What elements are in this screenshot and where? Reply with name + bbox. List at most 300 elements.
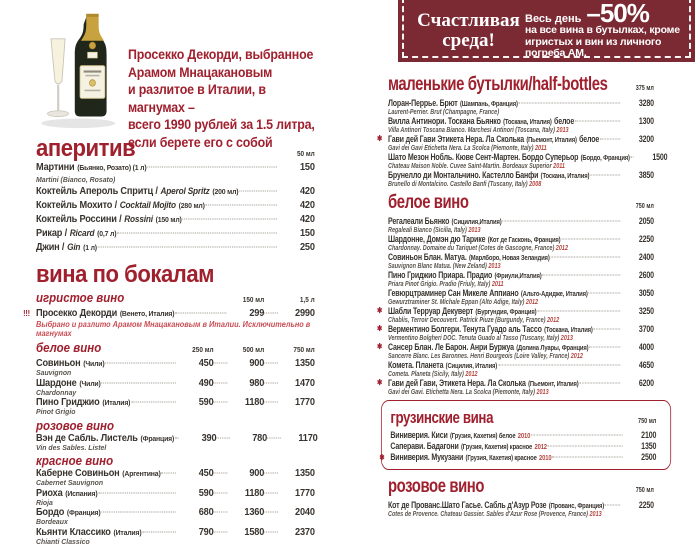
item-detail: (Сицилия, Италия) [445, 361, 498, 370]
item-name: Гави дей Гави, Этикета Нера. Ла Сколька [388, 378, 526, 388]
section-header-aperitif [36, 136, 315, 162]
item-name: Вэн де Сабль. Листель [36, 432, 138, 444]
menu-item [377, 134, 654, 152]
menu-item-line [388, 252, 654, 263]
menu-item-line [36, 358, 315, 369]
size-column-label: 250 мл [192, 347, 214, 354]
banner-title-line2: среда! [442, 30, 495, 51]
item-price: 2370 [295, 526, 315, 538]
item-price: 2040 [295, 507, 315, 518]
size-column-label: 1,5 л [299, 297, 315, 304]
item-price: 2250 [638, 234, 654, 244]
dotted-leader [588, 293, 620, 294]
wines-by-glass-list [23, 291, 318, 546]
item-name: Виниверия. Мукузани [390, 452, 464, 462]
menu-item-line [388, 234, 654, 245]
item-price: 3250 [638, 306, 654, 316]
menu-item [388, 98, 654, 116]
dotted-leader [214, 492, 228, 493]
dotted-leader [183, 219, 277, 220]
item-name: Вилла Антинори. Тоскана Бьянко [388, 116, 501, 126]
item-name: Коктейль Апероль Спритц / [36, 186, 158, 197]
item-price: 420 [299, 214, 315, 225]
item-name: Каберне Совиньон [36, 468, 120, 479]
item-subtitle: Sancerre Blanc. Les Baronnes. Henri Bourgeois (Loire Valley, France) 2012 [388, 353, 583, 360]
item-price: 2100 [641, 430, 657, 440]
menu-item-line [36, 162, 315, 174]
item-detail: (Аргентина) [122, 469, 161, 478]
item-price: 3200 [638, 134, 654, 144]
item-detail: (Долина Луары, Франция) [516, 343, 589, 352]
dotted-leader [175, 437, 179, 438]
item-detail: (Франция) [66, 508, 101, 517]
item-price: 450 [198, 358, 214, 369]
item-price: 1770 [295, 397, 315, 408]
item-name: Верментино Болгери. Тенута Гуадо аль Тассо [388, 324, 542, 334]
item-detail: (Грузия, Кахетия) красное [460, 442, 533, 451]
menu-item [36, 358, 315, 377]
item-name: Кьянти Классико [36, 526, 111, 538]
rose-wine-list [388, 500, 654, 518]
dotted-leader [631, 157, 634, 158]
menu-item-line [36, 241, 315, 254]
subsection-header [36, 291, 315, 308]
item-price: 390 [201, 432, 217, 444]
item-name: Гави дей Гави Этикета Нера. Ла Сколька [388, 134, 524, 144]
menu-item [388, 216, 654, 234]
menu-item-line [388, 360, 654, 371]
promo-text [121, 10, 315, 150]
item-price: 780 [252, 432, 268, 444]
item-subtitle: Regaleali Bianco (Sicilia, Italy) 2013 [388, 227, 481, 234]
item-subtitle: Pinot Grigio [36, 407, 76, 416]
menu-item-line [377, 324, 654, 335]
dotted-leader [264, 531, 278, 532]
item-price: 790 [198, 526, 214, 538]
item-vintage-year: 2013 [468, 227, 481, 234]
item-vintage-year: 2011 [534, 145, 547, 152]
dotted-leader [600, 139, 620, 140]
menu-item-line [36, 527, 315, 538]
menu-item-line [36, 488, 315, 499]
item-name-latin: Cocktail Mojito [119, 200, 176, 210]
item-price: 450 [198, 468, 214, 479]
item-name: Саперави. Бадагони [390, 441, 459, 451]
dotted-leader [206, 205, 277, 206]
item-detail: (Бургундия, Франция) [475, 307, 537, 316]
dotted-leader [142, 531, 175, 532]
item-color-word: белое [579, 134, 600, 144]
menu-item [388, 234, 654, 252]
menu-item-line [36, 397, 315, 408]
menu-item [388, 288, 654, 306]
item-subtitle: Sauvignon [36, 368, 72, 377]
item-subtitle: Cotes de Provence. Chateau Gassier. Sables d'Azur Rose (Provence, France) 2013 [388, 511, 602, 518]
item-price: 1500 [652, 152, 668, 162]
right-column [377, 0, 680, 518]
dotted-leader [131, 402, 176, 403]
item-detail: (Кот де Гасконь, Франция) [487, 235, 561, 244]
aperitif-list [36, 162, 315, 254]
dotted-leader [561, 239, 620, 240]
item-vintage-year: 2012 [534, 442, 547, 451]
menu-item [377, 342, 654, 360]
menu-item [36, 507, 315, 526]
item-price: 1180 [244, 397, 265, 408]
item-price: 1350 [295, 468, 315, 479]
item-price: 680 [198, 507, 214, 518]
item-vintage-year: 2013 [556, 127, 569, 134]
menu-item-line [388, 116, 654, 127]
dotted-leader [498, 365, 620, 366]
size-column-label: 150 мл [242, 297, 265, 304]
discount-value: –50% [586, 0, 649, 29]
item-subtitle: Gavi dei Gavi Etichetta Nera. La Scolca (Piemonte, Italy) 2011 [388, 145, 547, 152]
dotted-leader [214, 402, 228, 403]
item-subtitle: Gewurztraminer St. Michale Eppan (Alto Adige, Italy) 2012 [388, 299, 539, 306]
menu-item [388, 252, 654, 270]
item-name: Риоха [36, 487, 63, 499]
item-vintage-year: 2013 [589, 511, 602, 518]
menu-item-line [36, 199, 315, 212]
item-price: 3280 [638, 98, 654, 108]
section-title: вина по бокалам [36, 261, 215, 288]
promo-text-line: Просекко Декорди, выбранное [128, 47, 314, 62]
item-price: 1580 [244, 526, 265, 538]
item-detail: (Тоскана, Италия) [540, 171, 590, 180]
section-title: розовое вино [388, 476, 485, 497]
star-marker-icon: ✱ [379, 453, 385, 462]
half-bottles-list [377, 98, 668, 188]
item-name: Регалеали Бьянко [388, 216, 450, 226]
item-price: 1360 [244, 507, 265, 518]
attention-marker-icon: !!! [23, 309, 30, 318]
dotted-leader [542, 275, 620, 276]
section-title: грузинские вина [390, 408, 494, 427]
dotted-leader [267, 437, 281, 438]
item-detail: (Грузия, Кахетия) красное [465, 453, 537, 462]
menu-item-line [36, 507, 315, 518]
dotted-leader [502, 221, 620, 222]
item-price: 299 [249, 308, 265, 319]
dotted-leader [105, 363, 175, 364]
item-price: 420 [299, 200, 315, 211]
left-column [23, 0, 318, 546]
item-price: 4650 [638, 360, 654, 370]
item-detail: (200 мл) [212, 187, 239, 196]
item-name: Гевюрцтраминер Сан Микеле Аппиано [388, 288, 519, 298]
item-name: Просекко Декорди [36, 308, 118, 319]
dotted-leader [98, 247, 277, 248]
item-detail: (Тоскана, Италия) [544, 325, 593, 334]
item-price: 150 [299, 228, 315, 239]
item-vintage-year: 2012 [555, 245, 568, 252]
item-name: Сансер Блан. Ле Барон. Анри Буржуа [388, 342, 514, 352]
item-name: Совиньон Блан. Матуа. [388, 252, 467, 262]
menu-item-line [388, 170, 654, 181]
item-vintage-year: 2013 [488, 263, 501, 270]
item-detail: (Прованс, Франция) [548, 501, 605, 510]
subsection-title: красное вино [36, 454, 114, 468]
item-subtitle: Bordeaux [36, 517, 68, 526]
item-price: 6200 [638, 378, 654, 388]
item-name: Совиньон [36, 358, 81, 369]
item-subtitle: Laurent-Perrier. Brut (Champagne, France) [388, 109, 500, 116]
dotted-leader [264, 313, 278, 314]
menu-item [36, 468, 315, 487]
item-detail: (Чили) [83, 359, 105, 368]
item-vintage-year: 2012 [570, 353, 583, 360]
item-subtitle: Priara Pinot Grigio. Pradio (Friuly, Italy) 2011 [388, 281, 504, 288]
dotted-leader [264, 382, 278, 383]
dotted-leader [117, 233, 277, 234]
menu-item [388, 500, 654, 518]
subsection-title: розовое вино [36, 418, 115, 433]
size-label: 50 мл [296, 151, 315, 158]
dotted-leader [147, 167, 277, 168]
item-price: 900 [249, 358, 265, 369]
item-name: Мартини [36, 162, 75, 173]
subsection-title: игристое вино [36, 291, 125, 305]
menu-item [36, 397, 315, 416]
item-name: Шардоне [36, 377, 77, 389]
menu-item [377, 378, 654, 396]
offer-prefix: Весь день [525, 13, 582, 26]
item-subtitle: Martini (Bianco, Rosato) [36, 175, 116, 184]
dotted-leader [548, 446, 623, 447]
menu-item [390, 441, 656, 452]
item-price: 900 [249, 468, 265, 479]
item-detail: (Бьянко, Розато) (1 л) [77, 163, 147, 172]
promo-text-line: если берете его с собой [128, 134, 273, 150]
item-price: 2600 [638, 270, 654, 280]
dotted-leader [519, 103, 621, 104]
item-detail: (Бордо, Франция) [580, 153, 630, 162]
item-vintage-year: 2010 [539, 453, 552, 462]
item-detail: (Италия) [102, 398, 131, 407]
star-marker-icon: ✱ [377, 324, 383, 333]
dotted-leader [216, 437, 230, 438]
subsection-header [36, 419, 315, 433]
menu-item-line [388, 270, 654, 281]
champagne-bottle [75, 14, 107, 117]
item-name: Лоран-Перрье. Брют [388, 98, 458, 108]
size-label: 750 мл [638, 418, 657, 425]
item-name: Джин / [36, 242, 65, 253]
champagne-flute-glass [47, 39, 68, 117]
section-header-georgian-wines [390, 408, 656, 428]
item-name: Шардонне, Домэн дю Тарике [388, 234, 486, 244]
star-marker-icon: ✱ [377, 342, 383, 351]
item-price: 150 [299, 162, 315, 173]
item-detail: (0,7 л) [97, 229, 117, 238]
menu-item-line [36, 468, 315, 479]
item-detail: (Шампань, Франция) [459, 99, 518, 108]
item-subtitle: Gavi dei Gavi. Etichetta Nera. La Scolca (Piemonte, Italy) 2013 [388, 389, 549, 396]
item-detail: (Марлборо, Новая Зеландия) [468, 253, 550, 262]
star-marker-icon: ✱ [377, 306, 383, 315]
item-name: Брунелло ди Монтальчино. Кастелло Банфи [388, 170, 539, 180]
item-price: 250 [299, 242, 315, 253]
item-vintage-year: 2012 [465, 371, 478, 378]
item-price: 1300 [638, 116, 654, 126]
banner-offer [525, 2, 683, 60]
item-name: Рикар / [36, 228, 67, 239]
menu-item [379, 452, 657, 463]
star-marker-icon: ✱ [377, 134, 383, 143]
menu-item-line [377, 306, 654, 317]
menu-item-line [390, 430, 656, 441]
menu-item [377, 306, 654, 324]
item-detail: (Венето, Италия) [119, 309, 175, 318]
section-header-wines-by-glass [36, 262, 315, 288]
dotted-leader [537, 311, 620, 312]
item-subtitle: Chardonnay [36, 387, 77, 397]
promo-text-line: Арамом Мнацакановым [128, 64, 273, 80]
menu-item [388, 116, 654, 134]
menu-item-line [388, 216, 654, 227]
dotted-leader [264, 363, 278, 364]
menu-item-line [23, 308, 315, 319]
item-name-latin: Ricard [69, 228, 95, 238]
menu-item [23, 308, 315, 319]
item-name: Виниверия. Киси [390, 430, 448, 440]
item-price: 1170 [298, 432, 318, 444]
menu-item-line [379, 452, 657, 463]
dotted-leader [214, 531, 228, 532]
banner-title [412, 11, 525, 51]
dotted-leader [214, 512, 228, 513]
item-price: 2400 [638, 252, 654, 262]
item-name-latin: Rossini [124, 214, 153, 224]
happy-wednesday-banner [398, 0, 695, 62]
item-subtitle: Rioja [36, 497, 53, 507]
subsection-title: белое вино [36, 341, 102, 355]
dotted-leader [214, 363, 228, 364]
promo-text-line: всего 1990 рублей за 1.5 литра, [128, 117, 315, 132]
item-subtitle: Chianti Classico [36, 536, 90, 546]
menu-item [36, 432, 318, 452]
offer-description: на все вина в бутылках, кроме игристых и вин из личного погреба АМ. [525, 24, 680, 60]
menu-item-line [36, 378, 315, 389]
dotted-leader [590, 175, 620, 176]
menu-item [36, 162, 315, 184]
item-vintage-year: 2010 [517, 431, 531, 440]
menu-item-line [388, 152, 668, 163]
menu-item [388, 360, 654, 378]
item-vintage-year: 2011 [491, 281, 504, 288]
item-vintage-year: 2013 [536, 389, 549, 396]
item-name: Комета. Планета [388, 360, 444, 370]
dotted-leader [575, 121, 620, 122]
menu-item-line [377, 378, 654, 389]
size-label: 375 мл [635, 85, 654, 92]
item-subtitle: Chablis, Terroir Decouvert. Patrick Piuze (Burgundy, France) 2012 [388, 317, 560, 324]
section-header-half-bottles [388, 74, 654, 96]
item-subtitle: Sauvignon Blanc Matua. (New Zeland) 2013 [388, 263, 501, 270]
item-detail: (Фриули,Италия) [494, 271, 542, 280]
item-detail: (Пьемонт, Италия) [526, 135, 577, 144]
selection-note: Выбрано и разлито Арамом Мнацакановым в Италии. Исключительно в магнумах [36, 320, 311, 338]
dotted-leader [239, 191, 277, 192]
item-price: 2500 [641, 452, 657, 462]
size-column-label: 500 мл [242, 347, 265, 354]
item-vintage-year: 2012 [547, 317, 560, 324]
item-price: 1470 [295, 377, 315, 389]
section-title: белое вино [388, 192, 469, 213]
item-price: 3850 [638, 170, 654, 180]
item-price: 420 [299, 186, 315, 197]
item-name: Кот де Прованс.Шато Гасье. Сабль д'Азур Розе [388, 500, 547, 510]
item-price: 2050 [638, 216, 654, 226]
menu-item [36, 185, 315, 198]
item-name: Пино Гриджио Приара. Прадио [388, 270, 493, 280]
item-price: 590 [198, 397, 214, 408]
menu-item-line [390, 441, 656, 452]
subsection-header [36, 341, 315, 358]
menu-item-line [36, 185, 315, 198]
item-detail: (1 л) [83, 243, 97, 252]
champagne-bottle-image [36, 10, 121, 130]
size-column-label: 750 мл [293, 347, 315, 354]
star-marker-icon: ✱ [377, 378, 383, 387]
dotted-leader [214, 473, 228, 474]
item-detail: (Франция) [140, 433, 175, 443]
item-name-latin: Gin [67, 242, 81, 252]
dotted-leader [214, 382, 228, 383]
item-price: 4000 [638, 342, 654, 352]
item-price: 1350 [295, 358, 315, 369]
dotted-leader [101, 512, 175, 513]
item-detail: (150 мл) [155, 215, 182, 224]
size-label: 750 мл [635, 203, 654, 210]
item-price: 3700 [638, 324, 654, 334]
menu-item-line [388, 500, 654, 511]
subsection-header [36, 454, 315, 468]
item-price: 1350 [641, 441, 657, 451]
item-price: 980 [249, 377, 265, 389]
menu-item [388, 152, 668, 170]
item-price: 2990 [295, 308, 315, 319]
dotted-leader [175, 313, 226, 314]
item-name-latin: Aperol Spritz [160, 186, 210, 196]
item-subtitle: Villa Antinori Toscana Bianco. Marchesi Antinori (Toscana, Italy) 2013 [388, 127, 569, 134]
menu-item-line [388, 98, 654, 109]
dotted-leader [264, 473, 278, 474]
menu-item [388, 170, 654, 188]
item-price: 1180 [244, 487, 265, 499]
banner-title-line1: Счастливая [417, 10, 520, 31]
item-name: Шато Мезон Нобль. Кюве Сент-Мартен. Бордо Суперьор [388, 152, 579, 162]
dotted-leader [98, 492, 175, 493]
item-vintage-year: 2012 [525, 299, 539, 306]
item-price: 590 [198, 487, 214, 499]
dotted-leader [161, 473, 175, 474]
menu-item [36, 227, 315, 240]
section-header-white-wine [388, 192, 654, 214]
item-detail: (Грузия, Кахетия) белое [449, 431, 516, 440]
item-name: Пино Гриджио [36, 397, 100, 408]
menu-item-line [36, 227, 315, 240]
menu-item [36, 488, 315, 507]
item-price: 1770 [295, 487, 315, 499]
menu-item [377, 324, 654, 342]
item-detail: (Чили) [79, 378, 101, 388]
promo-text-line: и разлитое в Италии, в магнумах – [128, 82, 266, 115]
menu-item [36, 378, 315, 397]
georgian-wines-list [379, 430, 657, 463]
item-subtitle: Chateau Maison Noble. Cuvee Saint-Martin. Bordeaux Superior 2011 [388, 163, 565, 170]
